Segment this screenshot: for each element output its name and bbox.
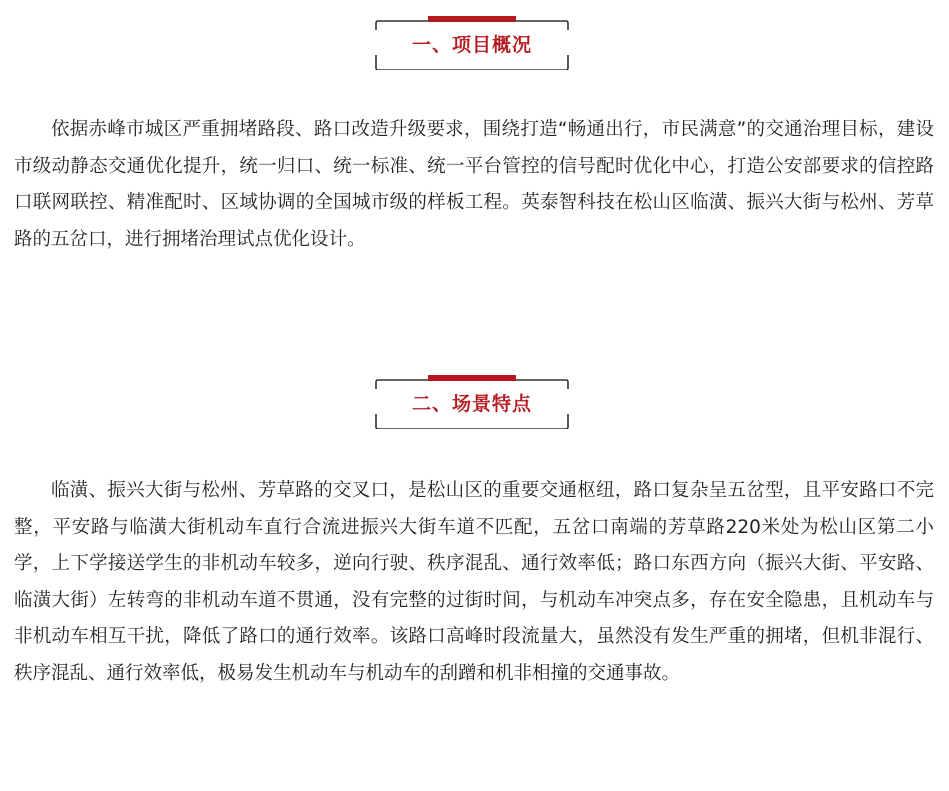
section-header-project-overview: [375, 16, 569, 70]
section-header-scene-features: [375, 375, 569, 429]
section-body-project-overview: 依据赤峰市城区严重拥堵路段、路口改造升级要求，围绕打造“畅通出行，市民满意”的交通治理目标，建设市级动静态交通优化提升，统一归口、统一标准、统一平台管控的信号配时优化中心，打造公安部要求的信控路口联网联控、精准配时、区域协调的全国城市级的样板工程。英泰智科技在松山区临潢、振兴大街与松州、芳草路的五岔口，进行拥堵治理试点优化设计。: [14, 119, 934, 250]
section-body-scene-features: 临潢、振兴大街与松州、芳草路的交叉口，是松山区的重要交通枢纽，路口复杂呈五岔型，且平安路口不完整，平安路与临潢大街机动车直行合流进振兴大街车道不匹配，五岔口南端的芳草路220米处为松山区第二小学，上下学接送学生的非机动车较多，逆向行驶、秩序混乱、通行效率低；路口东西方向（振兴大街、平安路、临潢大街）左转弯的非机动车道不贯通，没有完整的过街时间，与机动车冲突点多，存在安全隐患，且机动车与非机动车相互干扰，降低了路口的通行效率。该路口高峰时段流量大，虽然没有发生严重的拥堵，但机非混行、秩序混乱、通行效率低，极易发生机动车与机动车的刮蹭和机非相撞的交通事故。: [14, 480, 934, 684]
section-title: 一、项目概况: [411, 33, 532, 56]
section-title: 二、场景特点: [411, 392, 532, 415]
